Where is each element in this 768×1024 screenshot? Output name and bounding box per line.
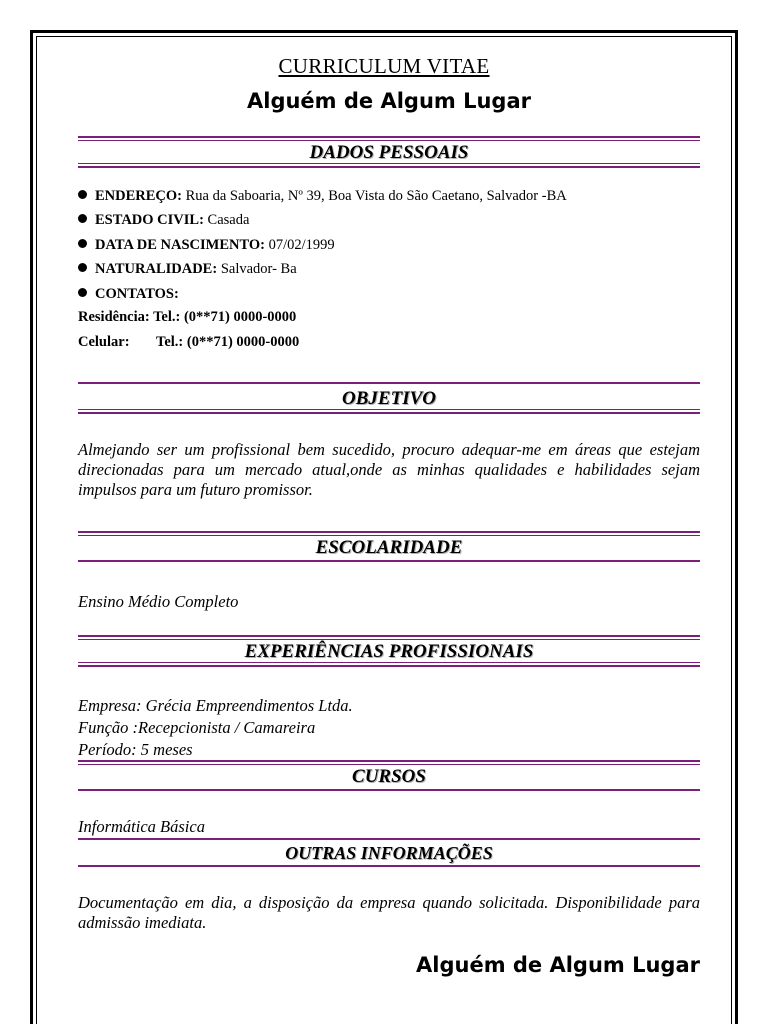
section-rule	[78, 140, 700, 141]
section-rule	[78, 865, 700, 867]
section-rule	[78, 789, 700, 791]
contact-residencia	[78, 309, 296, 326]
field-label: ESTADO CIVIL:	[95, 212, 204, 229]
signature-name: Alguém de Algum Lugar	[416, 953, 700, 977]
bullet-icon	[78, 214, 87, 223]
list-item	[78, 284, 700, 308]
section-rule	[78, 535, 700, 536]
section-rule	[78, 639, 700, 640]
list-item	[78, 235, 700, 259]
section-rule	[78, 560, 700, 562]
list-item	[78, 259, 700, 283]
field-value: 07/02/1999	[265, 236, 335, 253]
bullet-icon	[78, 190, 87, 199]
experience-company: Empresa: Grécia Empreendimentos Ltda.	[78, 696, 353, 715]
document-title: CURRICULUM VITAE	[278, 54, 490, 78]
contact-label: Residência:	[78, 309, 150, 325]
section-rule	[78, 382, 700, 384]
section-rule	[78, 764, 700, 765]
other-info-text: Documentação em dia, a disposição da empresa quando solicitada. Disponibilidade para admissão imediata.	[78, 893, 700, 932]
section-heading-objetivo: OBJETIVO	[342, 388, 436, 409]
experience-role: Função :Recepcionista / Camareira	[78, 718, 316, 737]
field-value: Rua da Saboaria, Nº 39, Boa Vista do São Caetano, Salvador -BA	[182, 188, 567, 204]
bullet-icon	[78, 263, 87, 272]
section-rule	[78, 838, 700, 840]
section-rule	[78, 163, 700, 164]
courses-text: Informática Básica	[78, 817, 205, 836]
bullet-icon	[78, 288, 87, 297]
field-value: Salvador- Ba	[217, 261, 297, 278]
field-value: Casada	[203, 212, 250, 229]
field-label: CONTATOS:	[95, 285, 179, 302]
section-rule	[78, 166, 700, 168]
section-rule	[78, 136, 700, 138]
section-rule	[78, 665, 700, 667]
contact-phone: Tel.: (0**71) 0000-0000	[153, 309, 297, 325]
contact-label: Celular:	[78, 334, 130, 350]
education-text: Ensino Médio Completo	[78, 592, 239, 611]
section-heading-escolaridade: ESCOLARIDADE	[315, 537, 463, 558]
experience-period: Período: 5 meses	[78, 740, 193, 759]
experience-block	[78, 695, 700, 761]
section-heading-cursos: CURSOS	[352, 766, 426, 787]
section-rule	[78, 412, 700, 414]
contact-phone: Tel.: (0**71) 0000-0000	[156, 334, 300, 350]
section-rule	[78, 662, 700, 663]
section-rule	[78, 409, 700, 410]
page-border-inner	[36, 36, 732, 1024]
section-rule	[78, 760, 700, 762]
field-label: DATA DE NASCIMENTO:	[95, 236, 265, 253]
field-label: ENDEREÇO:	[95, 188, 183, 204]
personal-data-list	[78, 186, 700, 308]
section-rule	[78, 635, 700, 637]
list-item	[78, 186, 700, 210]
field-label: NATURALIDADE:	[95, 261, 218, 278]
bullet-icon	[78, 239, 87, 248]
section-heading-dados-pessoais: DADOS PESSOAIS	[309, 142, 469, 163]
candidate-name: Alguém de Algum Lugar	[247, 89, 531, 113]
contact-celular	[78, 334, 299, 351]
section-heading-experiencias: EXPERIÊNCIAS PROFISSIONAIS	[244, 641, 534, 662]
section-rule	[78, 531, 700, 533]
objective-text: Almejando ser um profissional bem sucedido, procuro adequar-me em áreas que estejam direcionadas para um mercado atual,onde as minhas qualidades e habilidades sejam impulsos para um futuro promissor.	[78, 440, 700, 499]
section-heading-outras: OUTRAS INFORMAÇÕES	[285, 843, 493, 863]
list-item	[78, 210, 700, 234]
